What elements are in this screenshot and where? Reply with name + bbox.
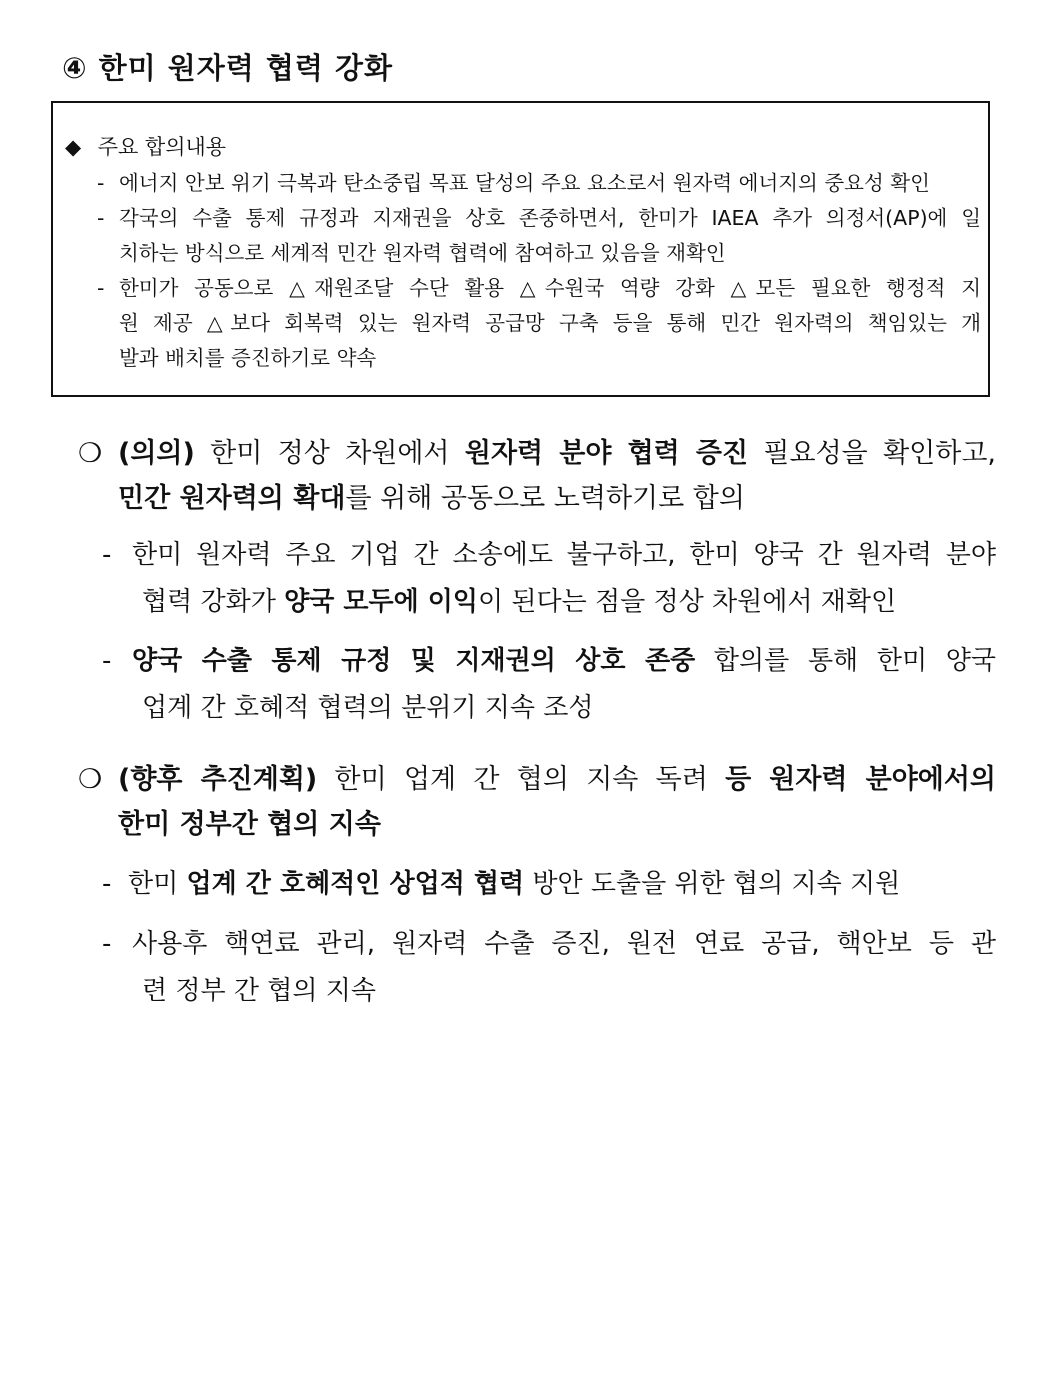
circle-bullet-icon: ❍ [78,764,103,795]
box-item: - 한미가 공동으로 △재원조달 수단 활용 △수원국 역량 강화 △모든 필요한 행정적 지 원 제공 △보다 회복력 있는 원자력 공급망 구축 등을 통해 민간 원자력의 책임있는 개 발과 배치를 증진하기로 약속 [97,276,981,370]
section-future-plan [78,757,996,847]
diamond-bullet-icon: ◆ [65,135,82,159]
box-heading [65,131,226,161]
section-line: 민간 원자력의 확대를 위해 공동으로 노력하기로 합의 [118,483,745,514]
section-line: 한미 정부간 협의 지속 [118,809,381,840]
box-item: - 각국의 수출 통제 규정과 지재권을 상호 존중하면서, 한미가 IAEA 추가 의정서(AP)에 일 치하는 방식으로 세계적 민간 원자력 협력에 참여하고 있음을 재확인 [97,206,981,265]
box-item: - 에너지 안보 위기 극복과 탄소중립 목표 달성의 주요 요소로서 원자력 에너지의 중요성 확인 [97,171,930,195]
agreement-box [51,101,990,397]
sub-item: - 한미 원자력 주요 기업 간 소송에도 불구하고, 한미 양국 간 원자력 분야 협력 강화가 양국 모두에 이익이 된다는 점을 정상 차원에서 재확인 [102,540,996,617]
section-title: ④ 한미 원자력 협력 강화 [62,51,394,85]
sub-item: - 사용후 핵연료 관리, 원자력 수출 증진, 원전 연료 공급, 핵안보 등 관 련 정부 간 협의 지속 [102,929,996,1006]
section-line: (의의) 한미 정상 차원에서 원자력 분야 협력 증진 필요성을 확인하고, [118,438,996,469]
section-line: (향후 추진계획) 한미 업계 간 협의 지속 독려 등 원자력 분야에서의 [118,764,996,795]
section-significance [78,431,996,521]
box-heading-label: 주요 합의내용 [97,135,227,159]
circle-bullet-icon: ❍ [78,438,103,469]
sub-item: - 한미 업계 간 호혜적인 상업적 협력 방안 도출을 위한 협의 지속 지원 [102,869,901,899]
sub-item: - 양국 수출 통제 규정 및 지재권의 상호 존중 합의를 통해 한미 양국 업계 간 호혜적 협력의 분위기 지속 조성 [102,646,996,723]
